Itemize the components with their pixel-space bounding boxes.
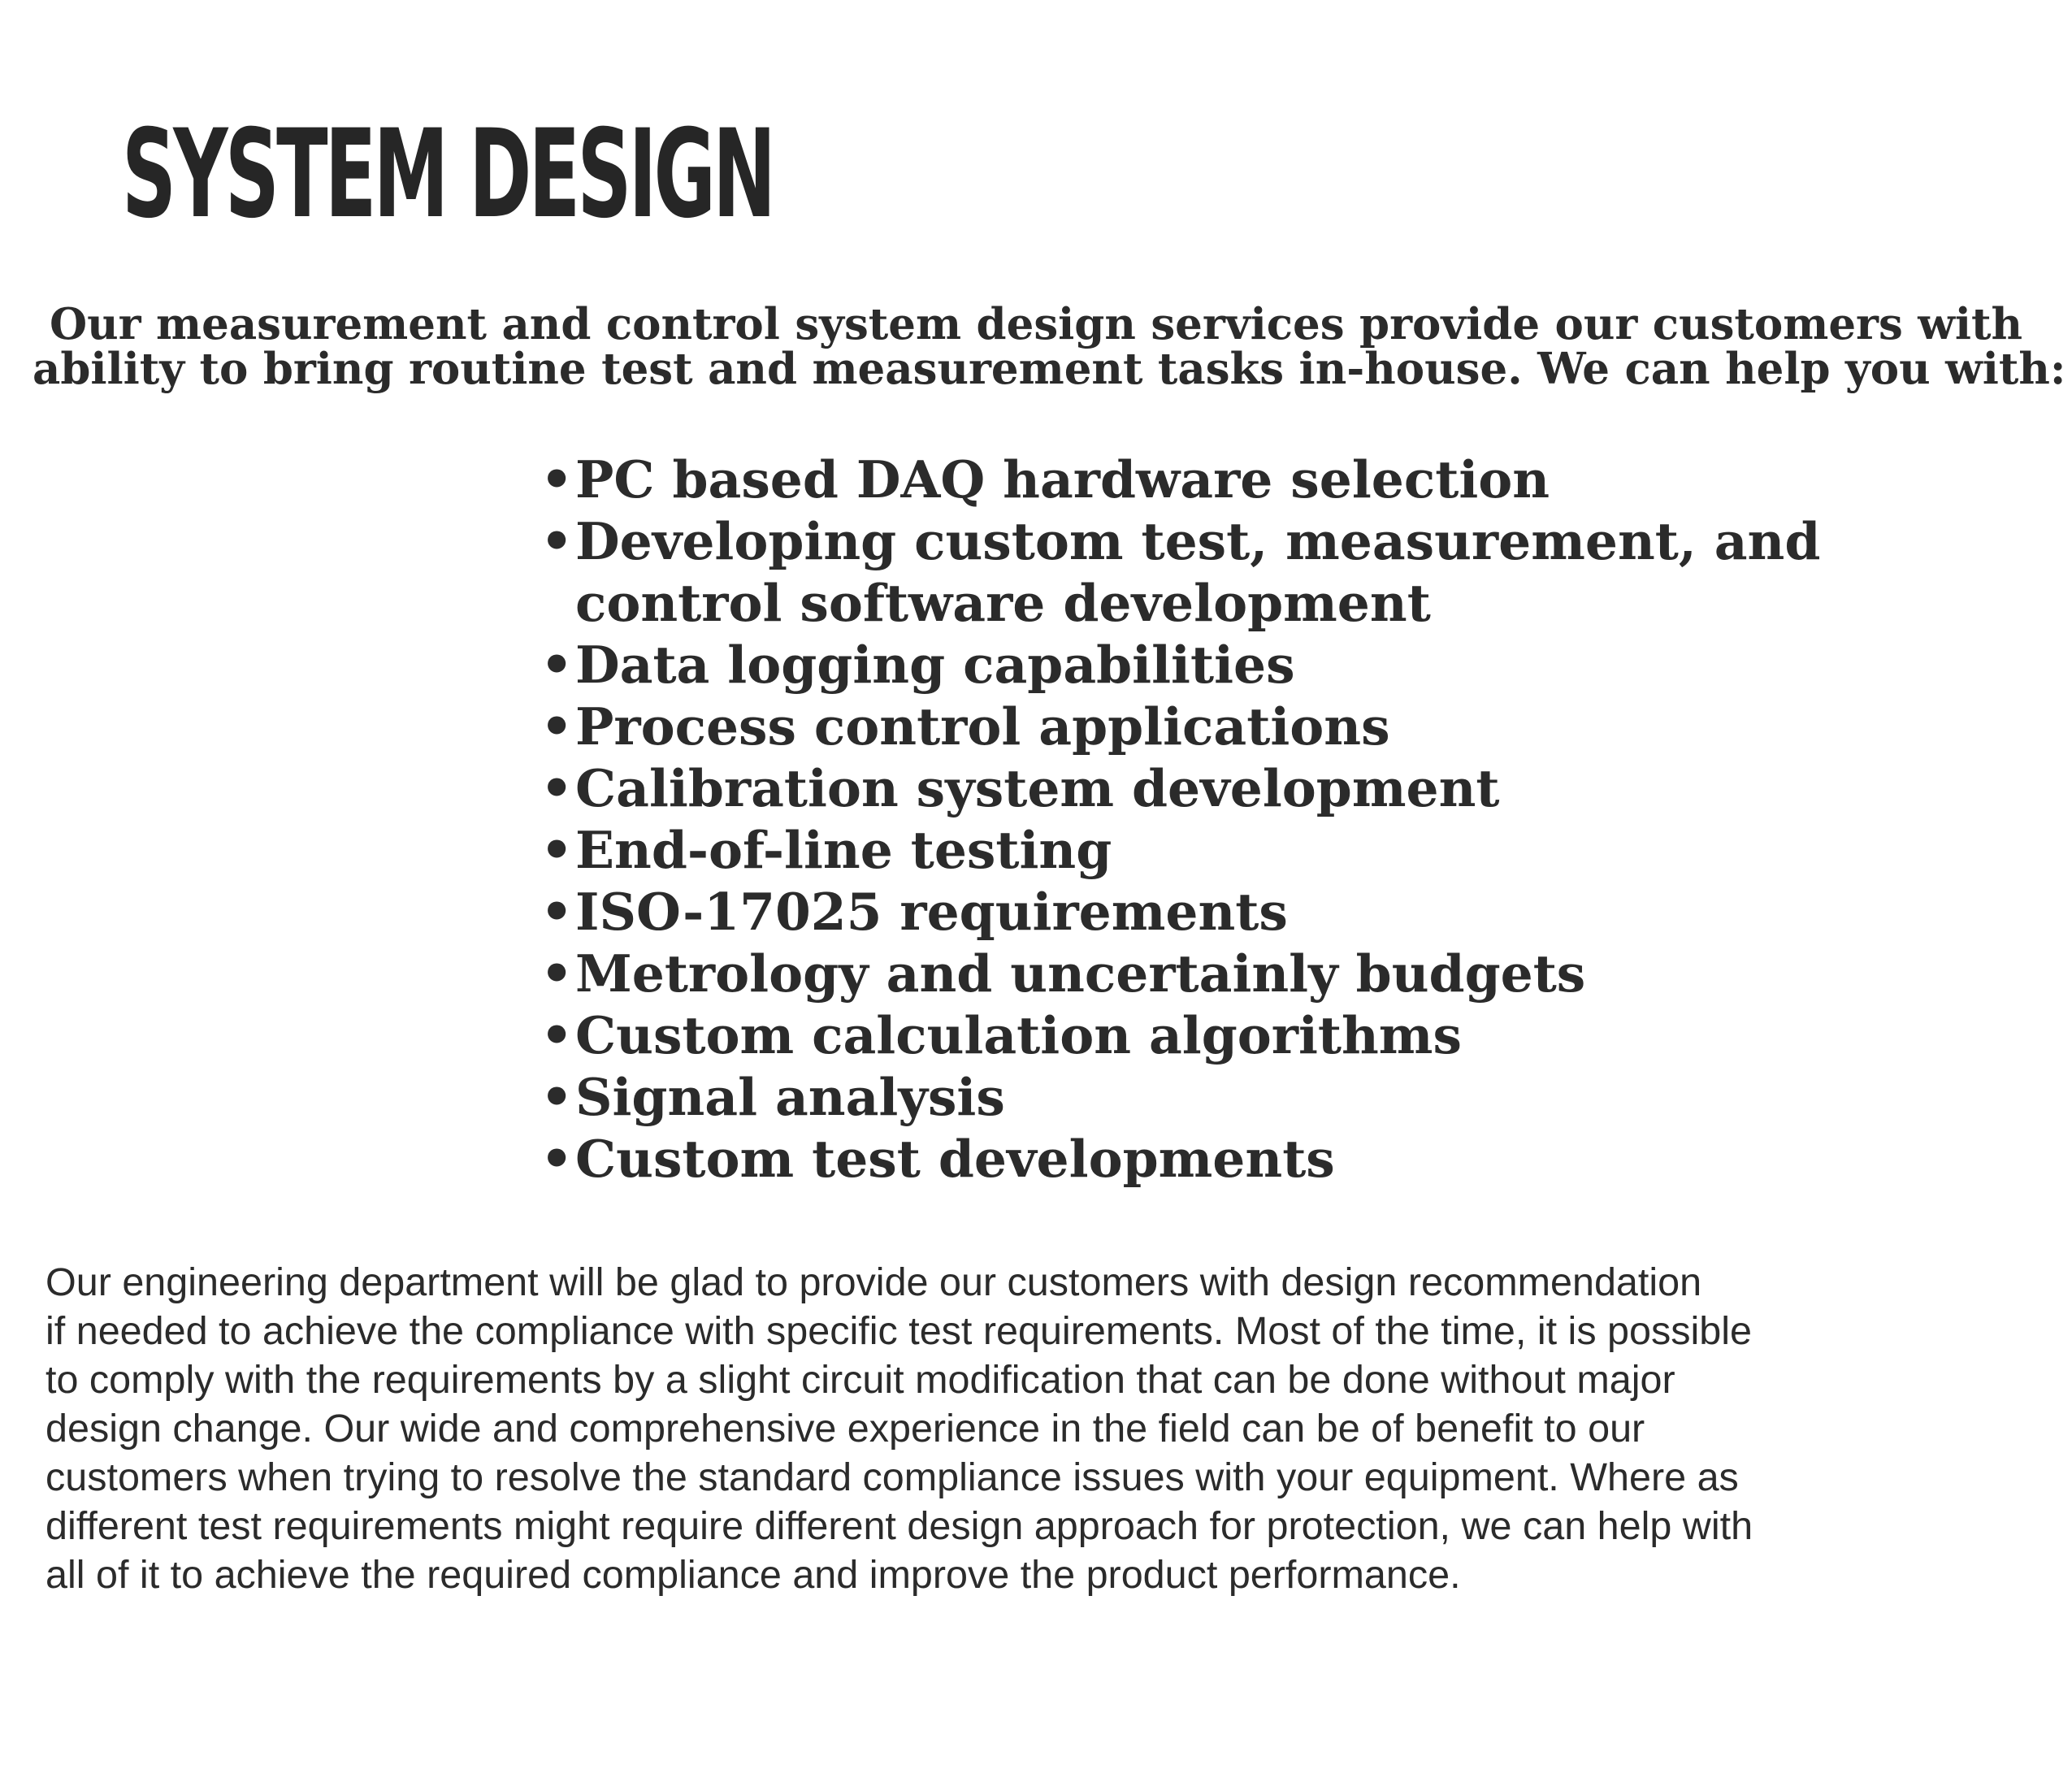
intro-paragraph: [33, 299, 2066, 394]
list-item: [540, 819, 1820, 881]
list-item: [540, 449, 1820, 510]
list-item: [540, 696, 1820, 757]
list-item-text: Data logging capabilities: [575, 635, 1295, 695]
bullet: •: [540, 758, 574, 818]
list-item-text: Developing custom test, measurement, and: [575, 511, 1821, 571]
list-item-text: PC based DAQ hardware selection: [575, 449, 1550, 510]
list-item-text: Calibration system development: [575, 758, 1500, 818]
bullet: •: [540, 449, 574, 510]
bullet: •: [540, 943, 574, 1004]
list-item: [540, 634, 1820, 696]
list-item-text: ISO-17025 requirements: [575, 882, 1288, 942]
intro-line: ability to bring routine test and measurement tasks in-house. We can help you with:: [33, 344, 2066, 394]
intro-line: Our measurement and control system design services provide our customers with: [49, 299, 2023, 349]
body-line: if needed to achieve the compliance with specific test requirements. Most of the time, it is possible: [46, 1309, 1752, 1353]
list-item-text: Signal analysis: [575, 1067, 1005, 1127]
list-item-text: End-of-line testing: [575, 820, 1112, 880]
bullet: •: [540, 1005, 574, 1065]
body-line: Our engineering department will be glad to provide our customers with design recommendation: [46, 1260, 1702, 1304]
body-line: different test requirements might require different design approach for protection, we can help with: [46, 1504, 1753, 1548]
body-line: customers when trying to resolve the standard compliance issues with your equipment. Where as: [46, 1455, 1739, 1499]
list-item-text: Custom calculation algorithms: [575, 1005, 1462, 1065]
bullet: •: [540, 1067, 574, 1127]
body-line: design change. Our wide and comprehensive experience in the field can be of benefit to our: [46, 1407, 1645, 1451]
bullet: •: [540, 1129, 574, 1189]
list-item: [540, 1066, 1820, 1128]
list-item: [540, 881, 1820, 943]
list-item-text: Metrology and uncertainly budgets: [575, 943, 1586, 1004]
bullet: •: [540, 882, 574, 942]
list-item: [540, 1004, 1820, 1066]
page-title: SYSTEM DESIGN: [122, 104, 774, 245]
list-item-text: Process control applications: [575, 696, 1390, 757]
list-item-text-continued: control software development: [575, 573, 1431, 633]
list-item-text: Custom test developments: [575, 1129, 1335, 1189]
list-item: [540, 510, 1820, 634]
bullet: •: [540, 511, 574, 571]
bullet: •: [540, 820, 574, 880]
list-item: [540, 1128, 1820, 1190]
list-item: [540, 943, 1820, 1004]
bullet: •: [540, 696, 574, 757]
list-item: [540, 757, 1820, 819]
body-line: to comply with the requirements by a slight circuit modification that can be done without major: [46, 1358, 1675, 1402]
services-list: [540, 449, 1820, 1190]
body-line: all of it to achieve the required compliance and improve the product performance.: [46, 1553, 1461, 1597]
bullet: •: [540, 635, 574, 695]
body-paragraph: [46, 1258, 2044, 1599]
